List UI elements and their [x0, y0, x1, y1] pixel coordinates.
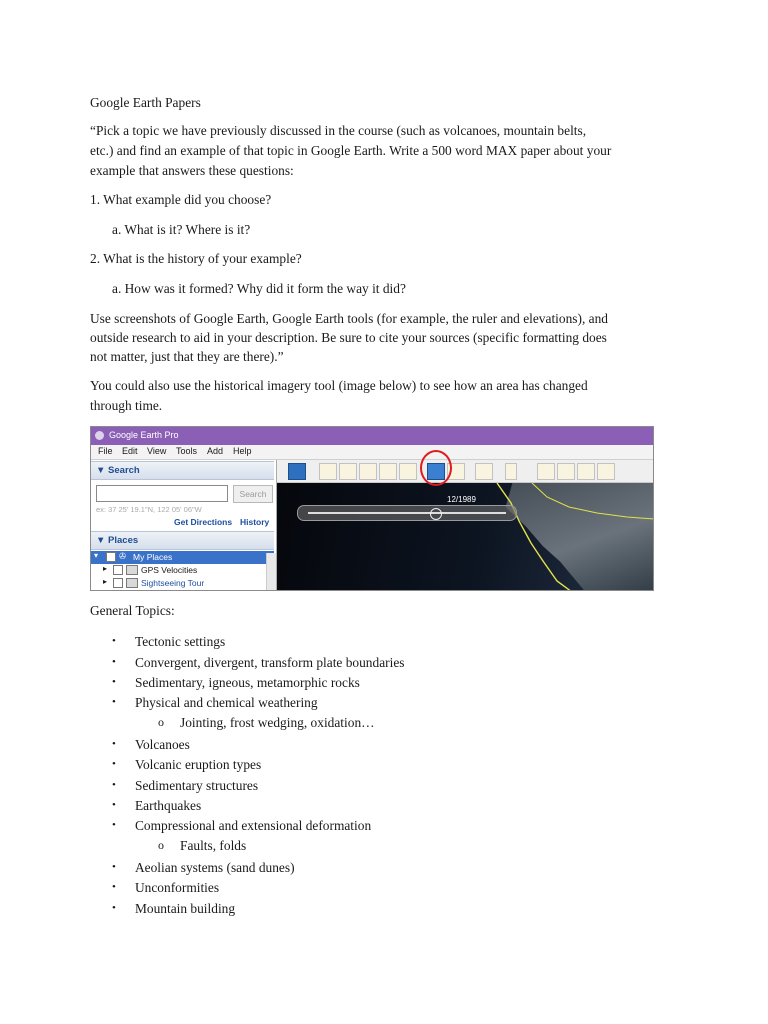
use-line-1: Use screenshots of Google Earth, Google Earth tools (for example, the ruler and elevations), and	[90, 311, 608, 326]
bullet: •	[112, 758, 116, 770]
search-panel-header[interactable]: ▼ Search	[91, 461, 274, 480]
menu-add[interactable]: Add	[207, 446, 224, 456]
intro-line-1: “Pick a topic we have previously discussed in the course (such as volcanoes, mountain belts,	[90, 123, 587, 138]
google-earth-logo-icon	[95, 431, 104, 440]
bullet: •	[112, 676, 116, 688]
also-line-1: You could also use the historical imagery tool (image below) to see how an area has changed	[90, 378, 588, 393]
bullet: •	[112, 861, 116, 873]
scrollbar[interactable]	[266, 553, 276, 591]
search-hint: ex: 37 25' 19.1"N, 122 05' 06"W	[96, 505, 202, 514]
app-title: Google Earth Pro	[109, 430, 179, 440]
general-topics-heading: General Topics:	[90, 603, 175, 618]
coastline-border	[477, 483, 654, 591]
save-image-icon[interactable]	[577, 463, 595, 480]
view-in-maps-icon[interactable]	[597, 463, 615, 480]
get-directions-link[interactable]: Get Directions	[174, 517, 233, 527]
bullet: •	[112, 881, 116, 893]
slider-track	[308, 512, 506, 514]
tree-item-my-places[interactable]: ▾ ✇ My Places	[91, 551, 274, 564]
planets-icon[interactable]	[475, 463, 493, 480]
tree-label: Sightseeing Tour	[141, 578, 205, 588]
folder-icon	[126, 578, 138, 588]
app-titlebar	[91, 427, 653, 445]
toolbar	[277, 460, 654, 483]
sub-bullet: o	[158, 838, 164, 852]
menu-edit[interactable]: Edit	[122, 446, 138, 456]
polygon-icon[interactable]	[339, 463, 357, 480]
overlay-icon[interactable]	[379, 463, 397, 480]
left-panel	[91, 460, 277, 591]
menu-tools[interactable]: Tools	[176, 446, 198, 456]
ruler-icon[interactable]	[505, 463, 517, 480]
document-title: Google Earth Papers	[90, 95, 201, 110]
menu-file[interactable]: File	[98, 446, 113, 456]
also-line-2: through time.	[90, 398, 163, 413]
time-slider[interactable]	[297, 505, 517, 521]
bullet: •	[112, 902, 116, 914]
question-1a: a. What is it? Where is it?	[112, 222, 251, 237]
tree-label: My Places	[133, 552, 173, 562]
checkbox[interactable]	[113, 565, 123, 575]
question-2: 2. What is the history of your example?	[90, 251, 302, 266]
menu-help[interactable]: Help	[233, 446, 252, 456]
places-panel-header[interactable]: ▼ Places	[91, 531, 274, 550]
imagery-date: 12/1989	[447, 495, 476, 504]
use-line-3: not matter, just that they are there).”	[90, 349, 284, 364]
record-tour-icon[interactable]	[399, 463, 417, 480]
google-earth-screenshot	[90, 426, 654, 591]
search-button[interactable]: Search	[233, 485, 273, 503]
globe-icon: ✇	[119, 551, 127, 561]
bullet: •	[112, 656, 116, 668]
question-2a: a. How was it formed? Why did it form the way it did?	[112, 281, 406, 296]
history-link[interactable]: History	[240, 517, 270, 527]
use-line-2: outside research to aid in your description. Be sure to cite your sources (specific formatting does	[90, 330, 607, 345]
intro-line-2: etc.) and find an example of that topic in Google Earth. Write a 500 word MAX paper about your	[90, 143, 612, 158]
question-1: 1. What example did you choose?	[90, 192, 272, 207]
checkbox[interactable]	[113, 578, 123, 588]
email-icon[interactable]	[537, 463, 555, 480]
placemark-icon[interactable]	[319, 463, 337, 480]
bullet: •	[112, 779, 116, 791]
bullet: •	[112, 799, 116, 811]
bullet: •	[112, 738, 116, 750]
tree-item-sightseeing-tour[interactable]: ▸ Sightseeing Tour	[103, 577, 205, 588]
intro-line-3: example that answers these questions:	[90, 163, 294, 178]
menu-view[interactable]: View	[147, 446, 167, 456]
map-view[interactable]	[277, 483, 654, 591]
search-input[interactable]	[96, 485, 228, 502]
checkbox[interactable]	[106, 552, 116, 562]
path-icon[interactable]	[359, 463, 377, 480]
menu-bar	[91, 445, 653, 460]
bullet: •	[112, 696, 116, 708]
sidebar-toggle-icon[interactable]	[288, 463, 306, 480]
highlight-circle	[420, 450, 452, 486]
sub-bullet: o	[158, 715, 164, 729]
slider-handle[interactable]	[430, 508, 442, 520]
bullet: •	[112, 635, 116, 647]
print-icon[interactable]	[557, 463, 575, 480]
tree-label: GPS Velocities	[141, 565, 198, 575]
bullet: •	[112, 819, 116, 831]
tree-item-gps-velocities[interactable]: ▸ GPS Velocities	[103, 564, 198, 575]
folder-icon	[126, 565, 138, 575]
